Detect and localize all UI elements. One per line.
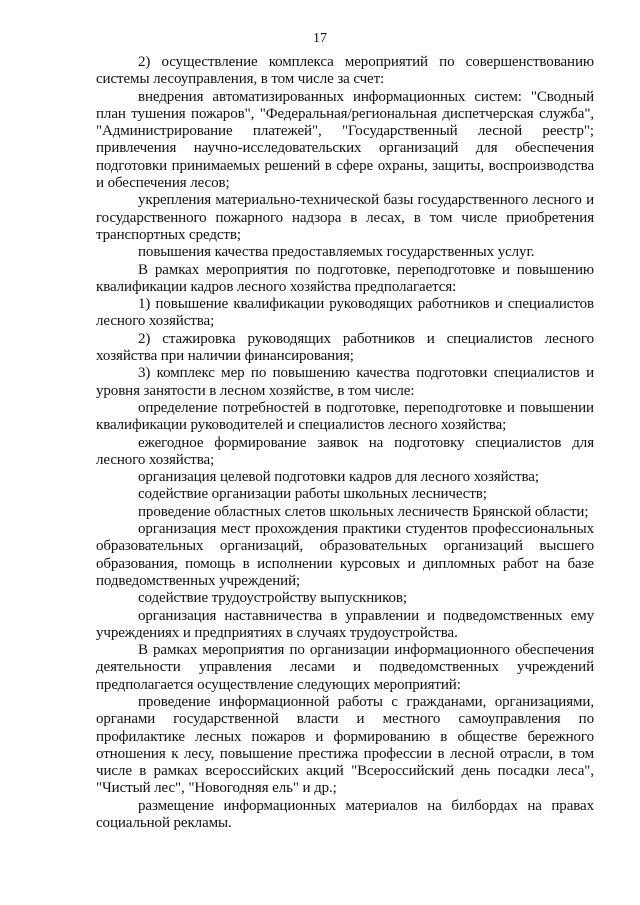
paragraph: определение потребностей в подготовке, переподготовке и повышении квалификации руководителей и специалистов лесного хозяйства; [96,399,594,434]
paragraph: 1) повышение квалификации руководящих работников и специалистов лесного хозяйства; [96,296,594,330]
paragraph: содействие организации работы школьных лесничеств; [138,486,487,503]
paragraph: повышения качества предоставляемых государственных услуг. [138,244,535,261]
paragraph: организация мест прохождения практики студентов профессиональных образовательных организаций, образовательных организаций высшего образования, помощь в исполнении курсовых и дипломных работ на базе подведомственных учреждений; [96,521,594,589]
document-body [96,54,594,832]
page-number: 17 [313,31,327,46]
paragraph: В рамках мероприятия по организации информационного обеспечения деятельности управления лесами и подведомственных учреждений предполагается осуществление следующих мероприятий: [96,642,594,693]
paragraph: содействие трудоустройству выпускников; [138,590,407,607]
paragraph: 2) осуществление комплекса мероприятий по совершенствованию системы лесоуправления, в том числе за счет: [96,54,594,88]
paragraph: проведение информационной работы с гражданами, организациями, органами государственной власти и местного самоуправления по профилактике лесных пожаров и формированию в обществе бережного отношения к лесу, повышение престижа профессии в лесной отрасли, в том числе в рамках всероссийских акций "Всероссийский день посадки леса", "Чистый лес", "Новогодняя ель" и др.; [96,693,594,797]
paragraph: размещение информационных материалов на билбордах на правах социальной рекламы. [96,797,594,832]
paragraph: ежегодное формирование заявок на подготовку специалистов для лесного хозяйства; [96,434,594,468]
paragraph: проведение областных слетов школьных лесничеств Брянской области; [138,503,589,520]
paragraph: организация целевой подготовки кадров для лесного хозяйства; [138,469,539,486]
paragraph: 2) стажировка руководящих работников и специалистов лесного хозяйства при наличии финансирования; [96,330,594,365]
paragraph: организация наставничества в управлении и подведомственных ему учреждениях и предприятиях в случаях трудоустройства. [96,607,594,641]
paragraph: 3) комплекс мер по повышению качества подготовки специалистов и уровня занятости в лесном хозяйстве, в том числе: [96,365,594,399]
paragraph: внедрения автоматизированных информационных систем: "Сводный план тушения пожаров", "Федеральная/региональная диспетчерская служба", "Администрирование платежей", "Государственный лесной реестр"; привлечения научно-исследовательских организаций для обеспечения подготовки принимаемых решений в сфере охраны, защиты, воспроизводства и обеспечения лесов; [96,88,594,192]
paragraph: В рамках мероприятия по подготовке, переподготовке и повышению квалификации кадров лесного хозяйства предполагается: [96,261,594,295]
paragraph: укрепления материально-технической базы государственного лесного и государственного пожарного надзора в лесах, в том числе приобретения транспортных средств; [96,192,594,243]
